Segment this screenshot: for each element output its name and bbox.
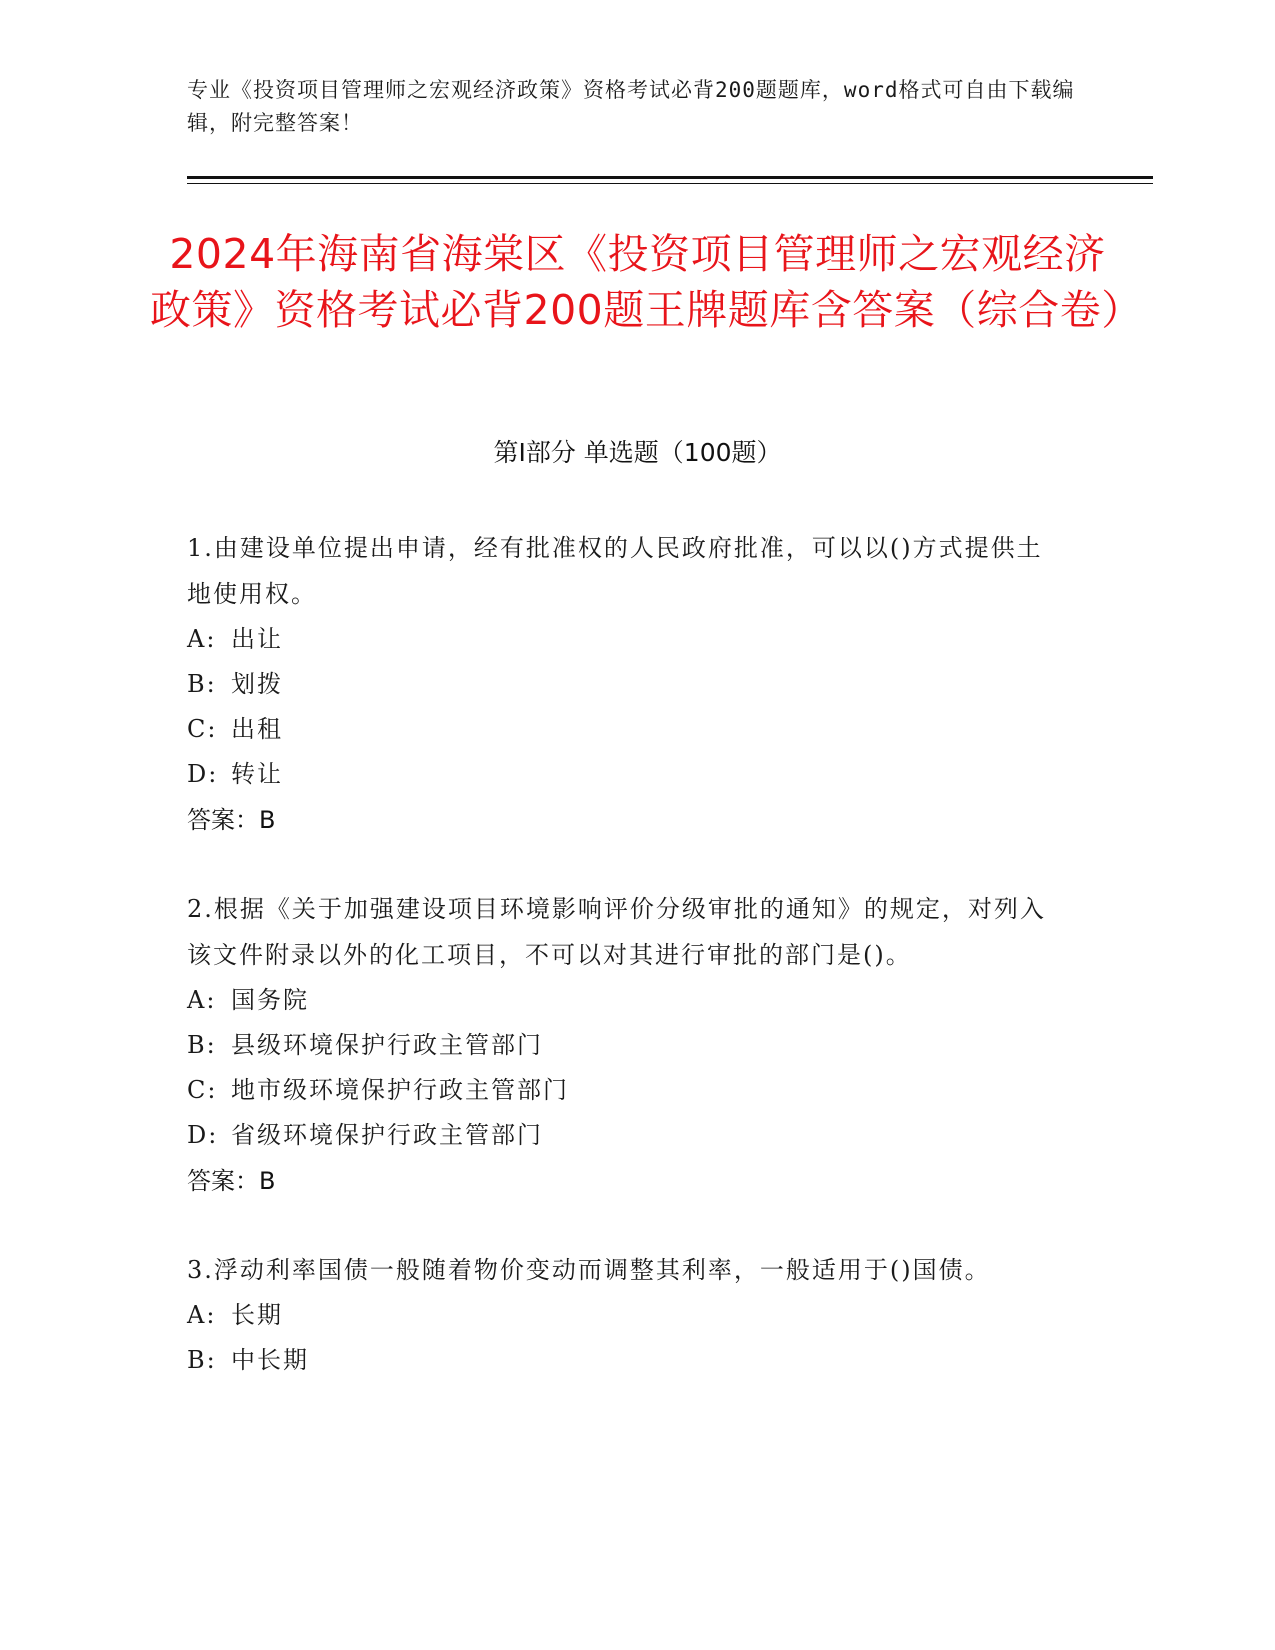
section-heading: 第Ⅰ部分 单选题（100题） [493,438,782,467]
option-text: 划拨 [231,670,283,698]
option-key: C: [187,1076,218,1104]
option-text: 出租 [231,715,283,743]
option-a [187,978,1067,1023]
option-text: 出让 [231,625,283,653]
option-text: 转让 [231,760,283,788]
option-b [187,1338,1067,1383]
option-text: 县级环境保护行政主管部门 [231,1031,543,1059]
option-a [187,617,1067,662]
option-text: 地市级环境保护行政主管部门 [231,1076,569,1104]
option-c [187,707,1067,752]
option-c [187,1068,1067,1113]
option-text: 中长期 [231,1346,309,1374]
option-key: A: [187,1301,217,1329]
question-stem: 3.浮动利率国债一般随着物价变动而调整其利率，一般适用于()国债。 [187,1256,991,1284]
question-1 [187,525,1067,843]
option-b [187,1023,1067,1068]
option-key: A: [187,625,217,653]
option-key: C: [187,715,218,743]
option-text: 国务院 [231,986,309,1014]
option-key: D: [187,760,219,788]
header-divider-thin [187,183,1153,184]
question-2 [187,886,1067,1204]
option-key: A: [187,986,217,1014]
option-key: B: [187,1031,217,1059]
option-key: B: [187,670,217,698]
option-key: B: [187,1346,217,1374]
question-3 [187,1247,1067,1383]
question-list [187,525,1067,1426]
option-a [187,1293,1067,1338]
answer-line: 答案：B [187,1167,276,1195]
question-stem: 1.由建设单位提出申请，经有批准权的人民政府批准，可以以()方式提供土地使用权。 [187,534,1043,608]
option-d [187,752,1067,797]
question-stem: 2.根据《关于加强建设项目环境影响评价分级审批的通知》的规定，对列入该文件附录以外的化工项目，不可以对其进行审批的部门是()。 [187,895,1046,969]
option-text: 省级环境保护行政主管部门 [231,1121,543,1149]
document-title: 2024年海南省海棠区《投资项目管理师之宏观经济政策》资格考试必背200题王牌题库含答案（综合卷） [150,230,1143,334]
option-text: 长期 [231,1301,283,1329]
header-divider-thick [187,176,1153,179]
option-b [187,662,1067,707]
option-key: D: [187,1121,219,1149]
answer-line: 答案：B [187,806,276,834]
header-note: 专业《投资项目管理师之宏观经济政策》资格考试必背200题题库，word格式可自由下载编辑，附完整答案！ [187,78,1075,135]
option-d [187,1113,1067,1158]
